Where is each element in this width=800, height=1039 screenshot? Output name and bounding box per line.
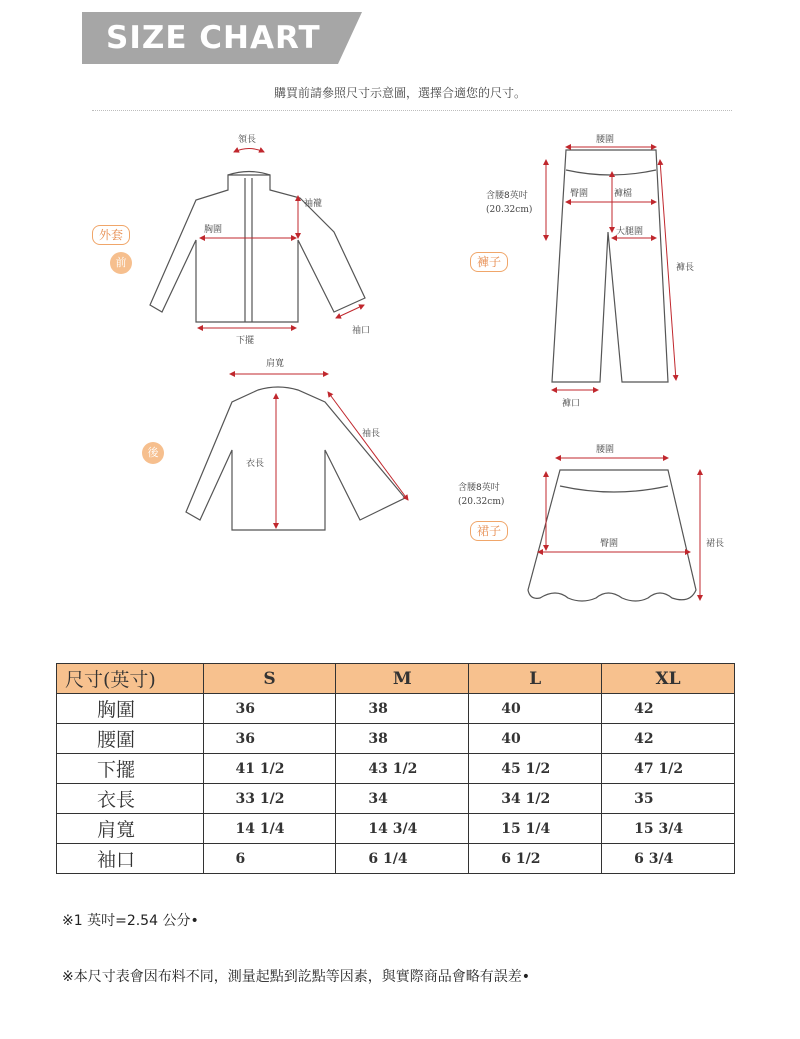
front-marker: 前 <box>110 252 132 274</box>
table-cell: 41 1/2 <box>203 754 336 784</box>
table-cell: 14 3/4 <box>336 814 469 844</box>
header-size-l: L <box>469 664 602 694</box>
table-cell: 35 <box>602 784 735 814</box>
row-label: 胸圍 <box>57 694 204 724</box>
armhole-label: 袖襱 <box>304 199 323 209</box>
table-cell: 38 <box>336 694 469 724</box>
row-label: 腰圍 <box>57 724 204 754</box>
table-cell: 45 1/2 <box>469 754 602 784</box>
cuff-label: 袖口 <box>352 326 371 336</box>
table-cell: 15 1/4 <box>469 814 602 844</box>
table-row <box>57 754 735 784</box>
skirt-includes-note: 含腰8英吋 <box>458 483 500 493</box>
pants-drawing <box>552 150 668 382</box>
pants-includes-cm: (20.32cm) <box>486 205 533 215</box>
collar-label: 領長 <box>238 135 257 145</box>
jacket-front-drawing <box>150 172 365 323</box>
table-cell: 15 3/4 <box>602 814 735 844</box>
table-cell: 33 1/2 <box>203 784 336 814</box>
table-row <box>57 814 735 844</box>
table-cell: 6 <box>203 844 336 874</box>
pants-thigh-label: 大腿圍 <box>616 227 644 237</box>
size-table-header <box>57 664 735 694</box>
table-cell: 34 1/2 <box>469 784 602 814</box>
table-cell: 40 <box>469 694 602 724</box>
intro-text: 購買前請參照尺寸示意圖，選擇合適您的尺寸。 <box>273 86 526 100</box>
row-label: 袖口 <box>57 844 204 874</box>
table-cell: 42 <box>602 694 735 724</box>
body-length-label: 衣長 <box>246 459 265 469</box>
pants-section-label: 褲子 <box>470 252 508 272</box>
size-table <box>56 663 735 874</box>
disclaimer-note: ※本尺寸表會因布料不同，測量起點到訖點等因素，與實際商品會略有誤差• <box>62 969 530 985</box>
sleeve-length-label: 袖長 <box>362 429 381 439</box>
table-cell: 38 <box>336 724 469 754</box>
header-size-m: M <box>336 664 469 694</box>
conversion-note: ※1 英吋=2.54 公分• <box>62 913 199 929</box>
skirt-hip-label: 臀圍 <box>600 539 619 549</box>
row-label: 下擺 <box>57 754 204 784</box>
shoulder-label: 肩寬 <box>266 359 285 369</box>
pants-length-label: 褲長 <box>676 263 695 273</box>
page-title: SIZE CHART <box>106 20 321 56</box>
header-size-xl: XL <box>602 664 735 694</box>
table-cell: 40 <box>469 724 602 754</box>
table-cell: 6 3/4 <box>602 844 735 874</box>
row-label: 衣長 <box>57 784 204 814</box>
back-marker: 後 <box>142 442 164 464</box>
table-row <box>57 844 735 874</box>
jacket-section-label: 外套 <box>92 225 130 245</box>
skirt-drawing <box>528 470 696 601</box>
table-cell: 36 <box>203 694 336 724</box>
header-size-label: 尺寸(英寸) <box>57 664 204 694</box>
skirt-length-label: 裙長 <box>706 539 725 549</box>
table-cell: 14 1/4 <box>203 814 336 844</box>
table-row <box>57 784 735 814</box>
pants-hem-label: 褲口 <box>562 399 581 409</box>
table-cell: 34 <box>336 784 469 814</box>
pants-waist-label: 腰圍 <box>596 135 615 145</box>
pants-includes-note: 含腰8英吋 <box>486 191 528 201</box>
table-cell: 43 1/2 <box>336 754 469 784</box>
skirt-waist-label: 腰圍 <box>596 445 615 455</box>
skirt-section-label: 裙子 <box>470 521 508 541</box>
jacket-back-drawing <box>186 387 405 530</box>
row-label: 肩寬 <box>57 814 204 844</box>
table-cell: 47 1/2 <box>602 754 735 784</box>
pants-hip-label: 臀圍 <box>570 189 589 199</box>
skirt-includes-cm: (20.32cm) <box>458 497 505 507</box>
table-cell: 6 1/4 <box>336 844 469 874</box>
pants-crotch-label: 褲檔 <box>614 189 633 199</box>
header-size-s: S <box>203 664 336 694</box>
hem-label: 下擺 <box>236 336 255 346</box>
table-row <box>57 694 735 724</box>
table-cell: 42 <box>602 724 735 754</box>
table-cell: 36 <box>203 724 336 754</box>
table-row <box>57 724 735 754</box>
chest-label: 胸圍 <box>204 225 223 235</box>
table-cell: 6 1/2 <box>469 844 602 874</box>
